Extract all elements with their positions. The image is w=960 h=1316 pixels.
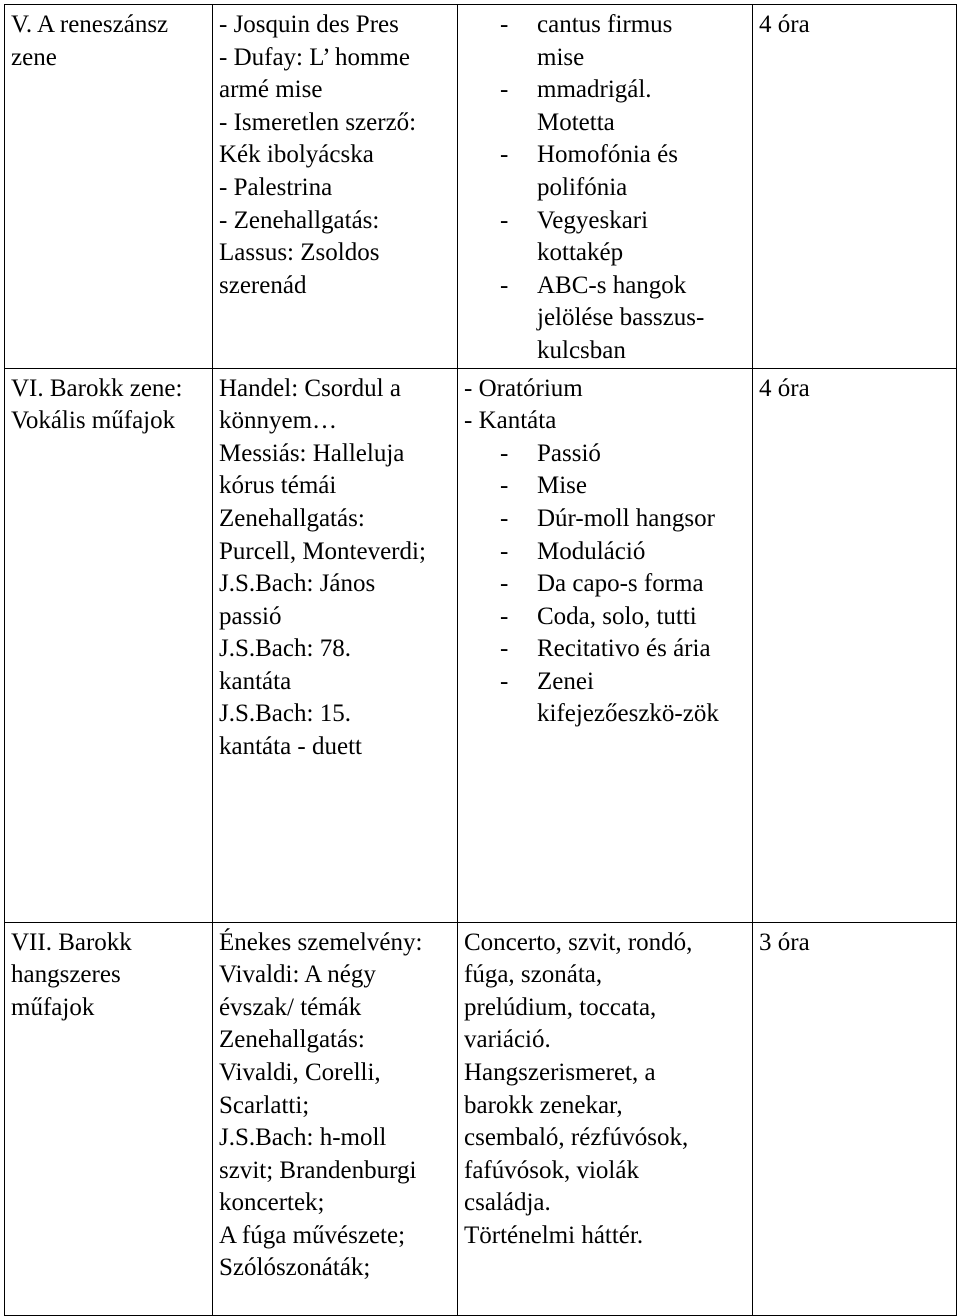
concept-line: Hangszerismeret, a: [464, 1058, 656, 1086]
works-line: armé mise: [219, 76, 323, 104]
concept-item: [464, 438, 746, 471]
topic-line: Vokális műfajok: [11, 407, 176, 435]
works-line: J.S.Bach: 78.: [219, 635, 351, 663]
works-line: kórus témái: [219, 472, 337, 500]
works-line: Lassus: Zsoldos: [219, 239, 380, 267]
list-dash: -: [500, 76, 509, 104]
works-line: - Ismeretlen szerző:: [219, 108, 417, 136]
list-dash: -: [500, 206, 509, 234]
works-line: Zenehallgatás:: [219, 504, 365, 532]
works-line: J.S.Bach: h-moll: [219, 1124, 387, 1152]
works-line: koncertek;: [219, 1189, 325, 1217]
concept-line: fafúvósok, violák: [464, 1156, 639, 1184]
works-line: Szólószonáták;: [219, 1254, 371, 1282]
concept-line: családja.: [464, 1189, 551, 1217]
concepts-cell: [458, 5, 753, 369]
concept-item: [464, 633, 746, 666]
hours-cell: [753, 922, 957, 1315]
concept-line: fúga, szonáta,: [464, 961, 603, 989]
curriculum-table: [4, 4, 957, 1316]
topic-line: VI. Barokk zene:: [11, 374, 183, 402]
works-line: - Josquin des Pres: [219, 11, 399, 38]
table-row: [5, 922, 957, 1315]
list-dash: -: [500, 602, 509, 630]
works-cell: [213, 922, 458, 1315]
works-line: Vivaldi: A négy: [219, 961, 376, 989]
concept-line: Dúr-moll hangsor: [537, 504, 715, 532]
concept-line: ABC-s hangok: [537, 271, 687, 299]
works-line: Messiás: Halleluja: [219, 439, 405, 467]
concept-line: cantus firmus: [537, 11, 673, 38]
concept-line: barokk zenekar,: [464, 1091, 623, 1119]
works-line: könnyem…: [219, 407, 338, 435]
concept-line: kottakép: [537, 239, 624, 267]
concept-line: mmadrigál.: [537, 76, 652, 104]
works-line: Kék ibolyácska: [219, 141, 374, 169]
topic-line: V. A reneszánsz: [11, 11, 169, 38]
concepts-cell: [458, 922, 753, 1315]
topic-line: hangszeres: [11, 961, 121, 989]
hours-cell: [753, 368, 957, 922]
works-line: kantáta - duett: [219, 733, 362, 761]
works-line: Énekes szemelvény:: [219, 928, 423, 956]
works-line: - Palestrina: [219, 173, 333, 201]
hours-value: 3 óra: [759, 928, 810, 956]
list-dash: -: [500, 472, 509, 500]
topic-line: műfajok: [11, 993, 95, 1021]
works-line: kantáta: [219, 667, 292, 695]
concept-line: csembaló, rézfúvósok,: [464, 1124, 689, 1152]
concept-item: [464, 568, 746, 601]
list-dash: -: [500, 271, 509, 299]
concept-line: Vegyeskari: [537, 206, 649, 234]
works-cell: [213, 5, 458, 369]
concept-line: kulcsban: [537, 336, 626, 364]
concept-item: [464, 270, 746, 368]
concept-item: [464, 74, 746, 139]
concept-line: Coda, solo, tutti: [537, 602, 697, 630]
concept-item: [464, 470, 746, 503]
table-row: [5, 5, 957, 369]
works-line: - Zenehallgatás:: [219, 206, 380, 234]
concept-line: kifejezőeszkö-zök: [537, 700, 719, 728]
works-line: évszak/ témák: [219, 993, 362, 1021]
works-line: J.S.Bach: János: [219, 570, 376, 598]
works-line: passió: [219, 602, 282, 630]
concept-line: polifónia: [537, 173, 628, 201]
concept-line: Történelmi háttér.: [464, 1221, 644, 1249]
works-line: szerenád: [219, 271, 307, 299]
concept-line: Homofónia és: [537, 141, 678, 169]
concept-line: jelölése basszus-: [537, 304, 705, 332]
concept-line: Concerto, szvit, rondó,: [464, 928, 693, 956]
hours-cell: [753, 5, 957, 369]
concept-item: [464, 601, 746, 634]
works-line: J.S.Bach: 15.: [219, 700, 351, 728]
list-dash: -: [500, 504, 509, 532]
works-line: Zenehallgatás:: [219, 1026, 365, 1054]
concept-line: Mise: [537, 472, 587, 500]
concept-plain-item: - Oratórium: [464, 374, 583, 402]
works-line: szvit; Brandenburgi: [219, 1156, 417, 1184]
topic-cell: [5, 5, 213, 369]
list-dash: -: [500, 635, 509, 663]
concept-item: [464, 666, 746, 731]
concept-line: Recitativo és ária: [537, 635, 711, 663]
list-dash: -: [500, 667, 509, 695]
topic-line: zene: [11, 43, 57, 71]
works-cell: [213, 368, 458, 922]
concept-line: mise: [537, 43, 585, 71]
concept-item: [464, 139, 746, 204]
list-dash: -: [500, 141, 509, 169]
concept-item: [464, 205, 746, 270]
topic-cell: [5, 922, 213, 1315]
concept-line: variáció.: [464, 1026, 551, 1054]
list-dash: -: [500, 439, 509, 467]
concept-line: prelúdium, toccata,: [464, 993, 657, 1021]
concept-item: [464, 503, 746, 536]
concepts-cell: [458, 368, 753, 922]
concept-line: Da capo-s forma: [537, 570, 704, 598]
works-line: Purcell, Monteverdi;: [219, 537, 426, 565]
topic-line: VII. Barokk: [11, 928, 132, 956]
list-dash: -: [500, 11, 509, 38]
works-line: Handel: Csordul a: [219, 374, 401, 402]
list-dash: -: [500, 537, 509, 565]
works-line: - Dufay: L’ homme: [219, 43, 410, 71]
concept-item: [464, 536, 746, 569]
works-line: Vivaldi, Corelli,: [219, 1058, 381, 1086]
concept-line: Moduláció: [537, 537, 646, 565]
table-row: [5, 368, 957, 922]
works-line: A fúga művészete;: [219, 1221, 406, 1249]
hours-value: 4 óra: [759, 11, 810, 38]
list-dash: -: [500, 570, 509, 598]
hours-value: 4 óra: [759, 374, 810, 402]
concept-line: Zenei: [537, 667, 594, 695]
works-line: Scarlatti;: [219, 1091, 310, 1119]
concept-plain-item: - Kantáta: [464, 407, 557, 435]
concept-item: [464, 9, 746, 74]
concept-line: Motetta: [537, 108, 615, 136]
concept-line: Passió: [537, 439, 601, 467]
topic-cell: [5, 368, 213, 922]
